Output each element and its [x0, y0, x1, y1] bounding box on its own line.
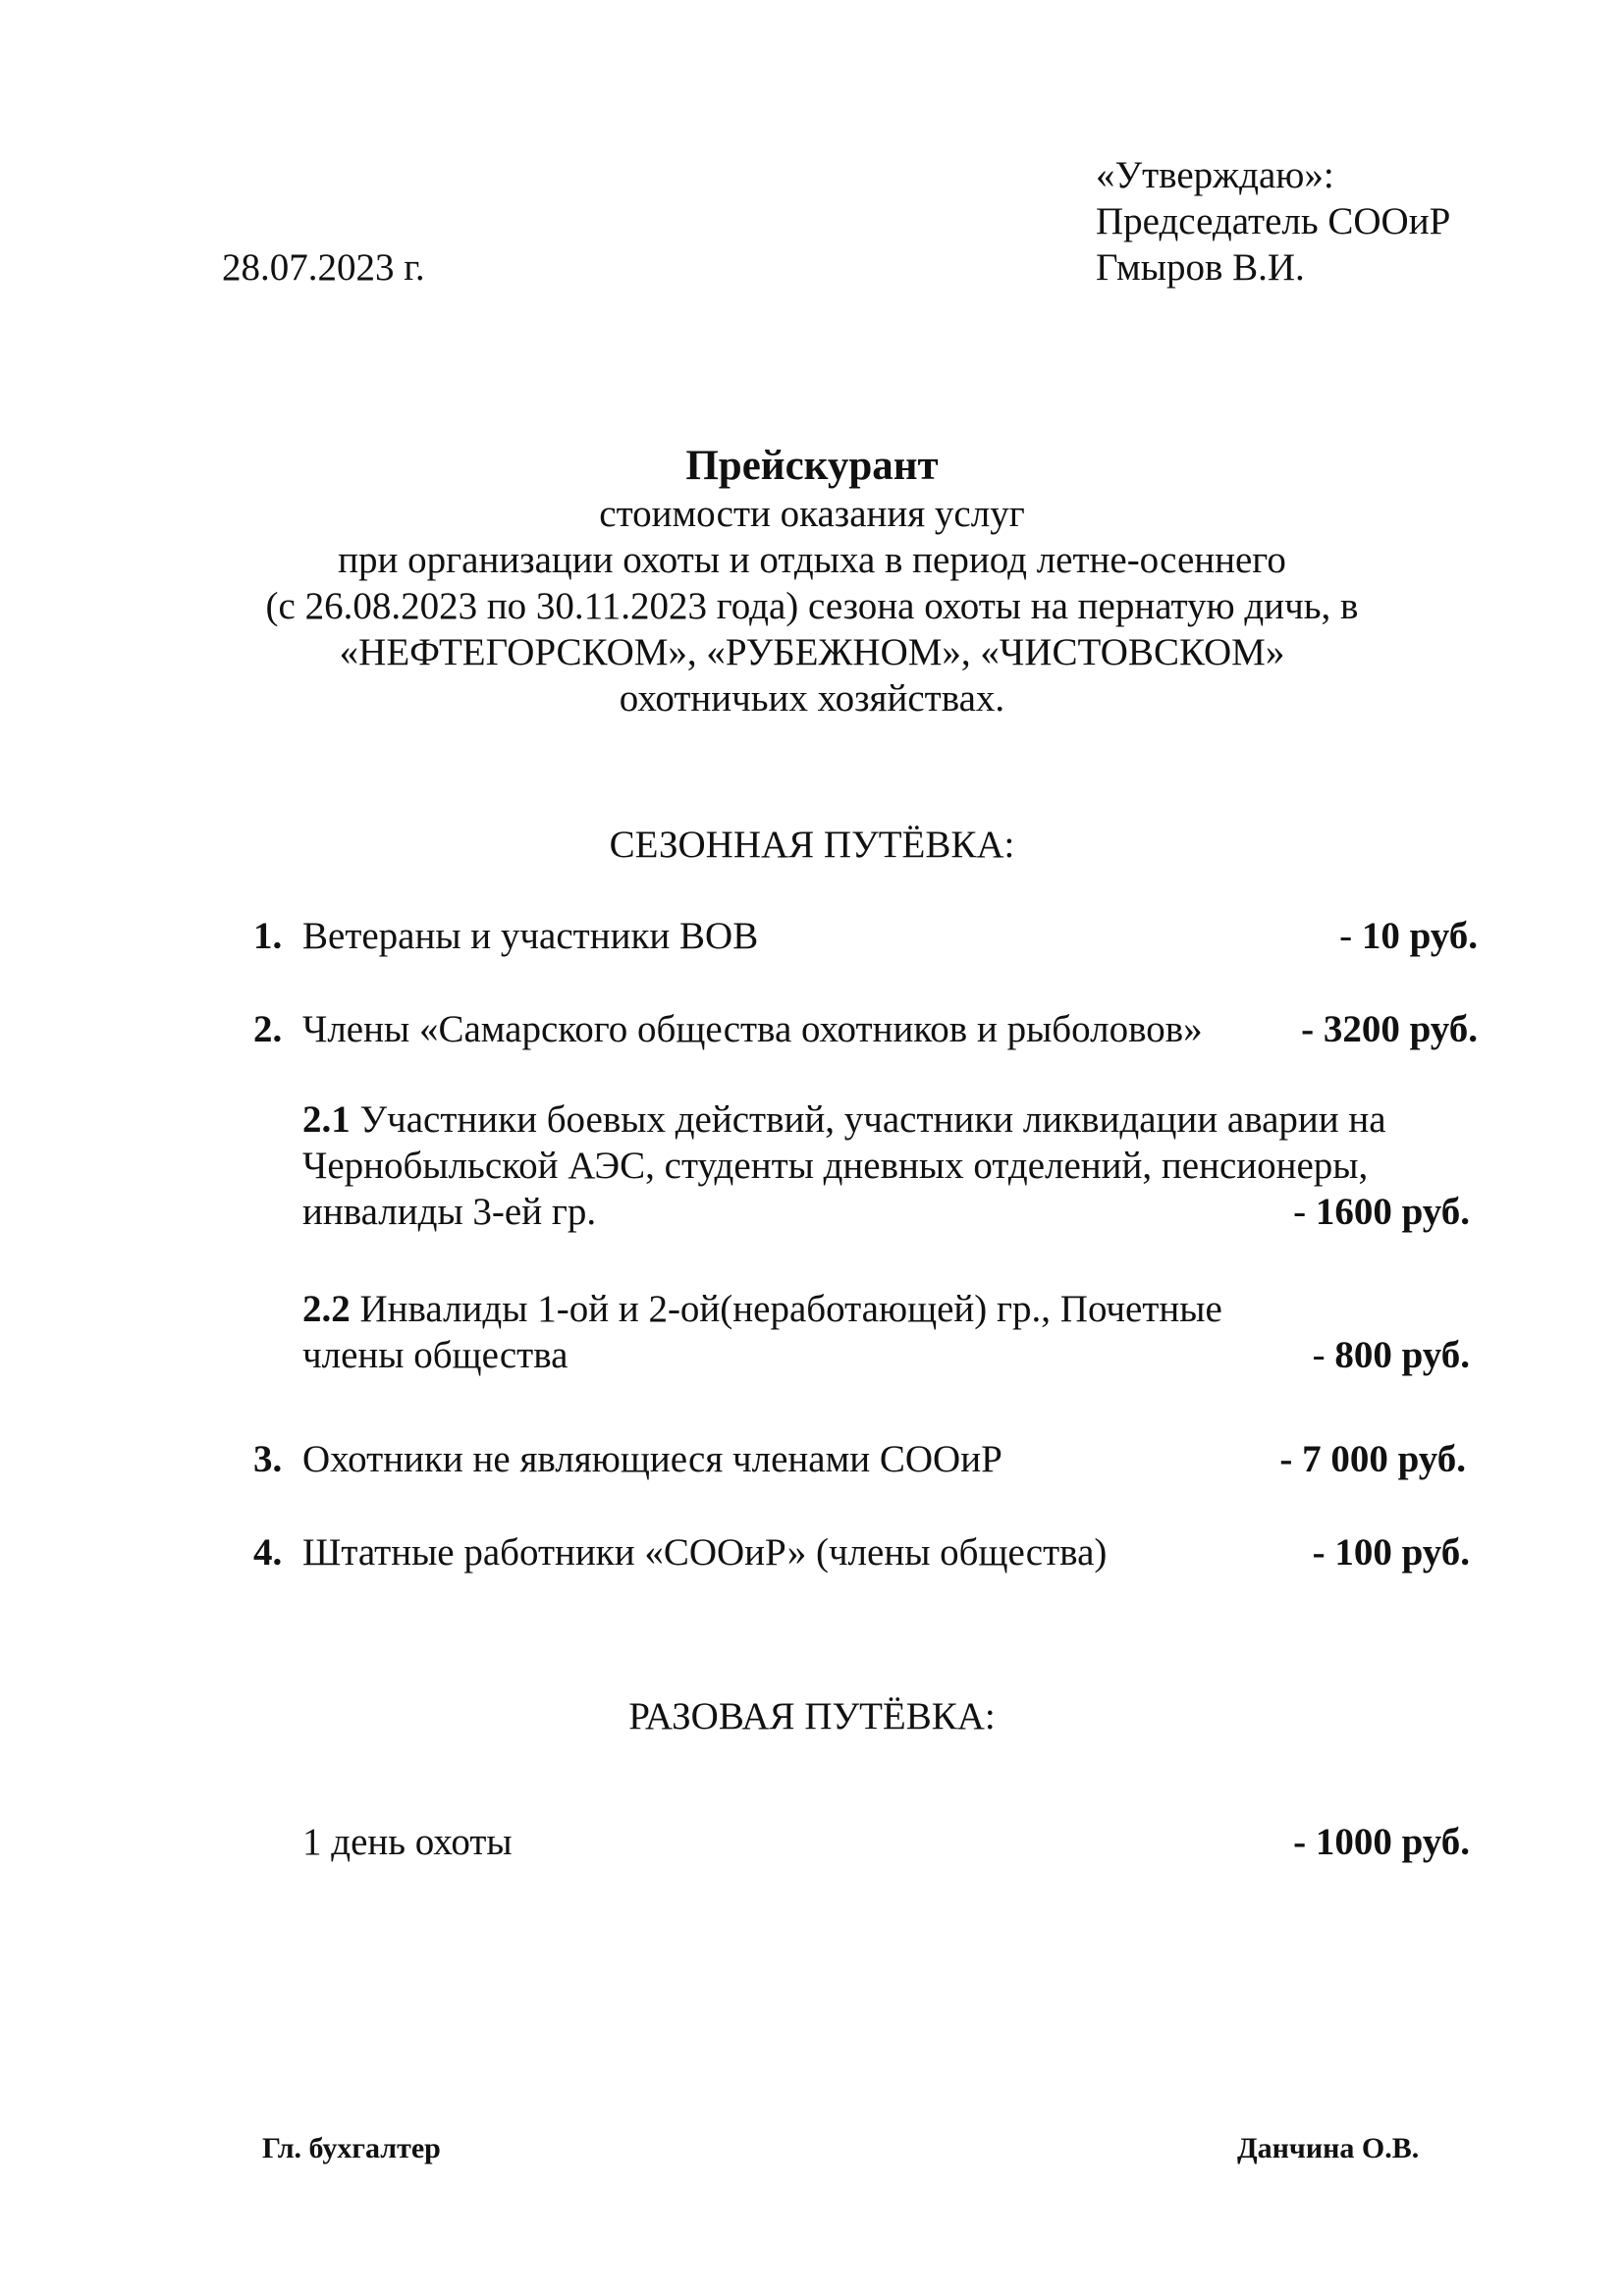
single-section-title: РАЗОВАЯ ПУТЁВКА:: [628, 1695, 996, 1737]
price-amount: 10 руб.: [1361, 915, 1478, 957]
price-subitem-2-1: [302, 1096, 1470, 1235]
title-line-4: «НЕФТЕГОРСКОМ», «РУБЕЖНОМ», «ЧИСТОВСКОМ»: [339, 631, 1285, 673]
item-price: [1301, 1006, 1478, 1052]
title-block: [0, 442, 1624, 721]
item-price: [1279, 1436, 1466, 1482]
subitem-number: 2.2: [302, 1288, 351, 1330]
item-number: 1.: [253, 915, 283, 957]
item-price: [1293, 1819, 1470, 1865]
subitem-text-line-2: члены общества: [302, 1334, 568, 1376]
price-item-3: [253, 1436, 1478, 1482]
item-number: 3.: [253, 1438, 283, 1480]
subitem-text-line-2: Чернобыльской АЭС, студенты дневных отделений, пенсионеры,: [302, 1145, 1369, 1187]
document-date: 28.07.2023 г.: [222, 246, 425, 289]
price-item-4: [253, 1529, 1478, 1575]
subitem-number: 2.1: [302, 1098, 351, 1141]
subitem-text-line-1: Участники боевых действий, участники ликвидации аварии на: [350, 1098, 1386, 1141]
price-dash: -: [1339, 915, 1362, 957]
approver-name: Гмыров В.И.: [1096, 246, 1305, 289]
single-price-item: [302, 1819, 1470, 1865]
item-number: 4.: [253, 1531, 283, 1574]
subitem-text-line-3: инвалиды 3-ей гр.: [302, 1191, 597, 1233]
title-line-5: охотничьих хозяйствах.: [619, 677, 1005, 720]
price-subitem-2-2: [302, 1286, 1470, 1378]
item-number: 2.: [253, 1008, 283, 1050]
price-amount: 800 руб.: [1334, 1334, 1470, 1376]
price-amount: - 1000 руб.: [1293, 1821, 1470, 1863]
document-title: Прейскурант: [685, 443, 939, 489]
item-text: Ветераны и участники ВОВ: [302, 915, 759, 957]
price-item-1: [253, 913, 1478, 959]
price-dash: -: [1312, 1334, 1335, 1376]
subitem-price: [1293, 1189, 1470, 1235]
item-text: Члены «Самарского общества охотников и рыболовов»: [302, 1008, 1203, 1050]
item-text: Охотники не являющиеся членами СООиР: [302, 1438, 1002, 1480]
item-price: [1339, 913, 1478, 959]
approval-block: [1096, 152, 1450, 291]
price-amount: - 100 руб.: [1312, 1531, 1470, 1574]
subitem-price: [1313, 1332, 1470, 1378]
title-line-1: стоимости оказания услуг: [599, 493, 1025, 535]
signature-name: Данчина О.В.: [1237, 2132, 1420, 2164]
title-line-2: при организации охоты и отдыха в период летне-осеннего: [338, 539, 1286, 581]
approval-caption: «Утверждаю»:: [1096, 154, 1334, 196]
price-amount: - 7 000 руб.: [1279, 1438, 1466, 1480]
item-text: Штатные работники «СООиР» (члены общества): [302, 1531, 1108, 1574]
title-line-3: (с 26.08.2023 по 30.11.2023 года) сезона охоты на пернатую дичь, в: [265, 585, 1359, 627]
signature-position: Гл. бухгалтер: [262, 2132, 441, 2164]
seasonal-section-title: СЕЗОННАЯ ПУТЁВКА:: [609, 824, 1015, 866]
price-item-2: [253, 1006, 1478, 1052]
price-amount: - 3200 руб.: [1301, 1008, 1478, 1050]
price-dash: -: [1293, 1191, 1316, 1233]
price-amount: 1600 руб.: [1315, 1191, 1470, 1233]
subitem-text-line-1: Инвалиды 1-ой и 2-ой(неработающей) гр., Почетные: [350, 1288, 1222, 1330]
item-text: 1 день охоты: [302, 1821, 513, 1863]
approver-position: Председатель СООиР: [1096, 200, 1451, 242]
item-price: [1313, 1529, 1470, 1575]
